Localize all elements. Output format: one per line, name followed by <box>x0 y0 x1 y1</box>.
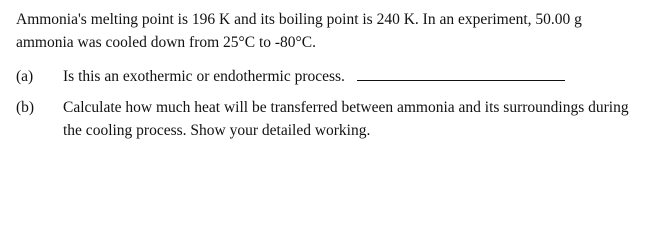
question-a-body <box>63 65 656 88</box>
question-a-text: Is this an exothermic or endothermic process. <box>63 68 345 85</box>
question-document <box>16 8 656 142</box>
question-b-line-2: the cooling process. Show your detailed working. <box>63 122 371 139</box>
stem-line-2: ammonia was cooled down from 25°C to -80°C. <box>16 34 316 51</box>
question-a <box>16 65 656 88</box>
question-b-line-1: Calculate how much heat will be transferred between ammonia and its surroundings during <box>63 99 629 116</box>
stem-line-1: Ammonia's melting point is 196 K and its boiling point is 240 K. In an experiment, 50.00 g <box>16 11 582 28</box>
question-b-label: (b) <box>16 99 35 116</box>
question-stem <box>16 8 656 54</box>
question-b-body <box>63 96 656 142</box>
question-a-label: (a) <box>16 68 34 85</box>
answer-blank-line[interactable] <box>357 66 565 81</box>
question-b <box>16 96 656 142</box>
